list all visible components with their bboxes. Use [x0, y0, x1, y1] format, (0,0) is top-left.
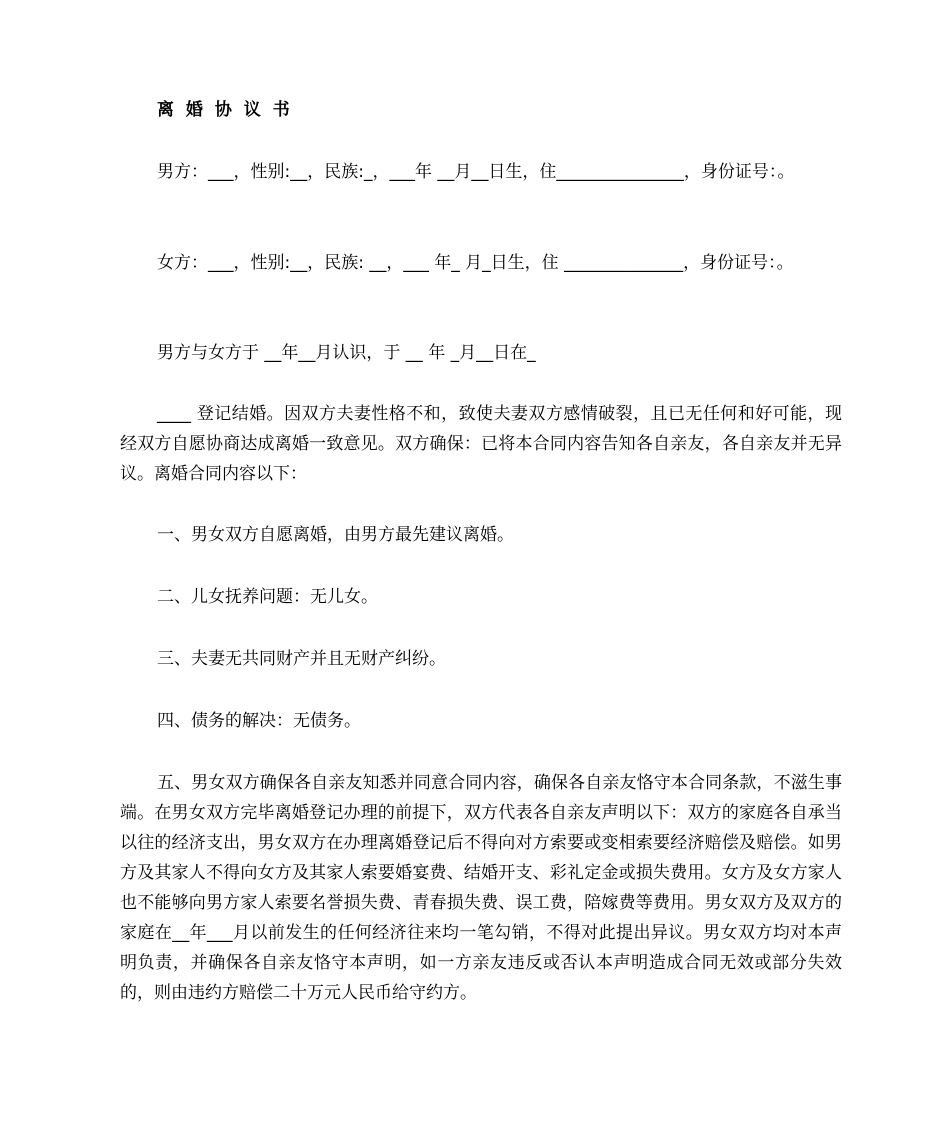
paragraph-clause-4: 四、债务的解决：无债务。 — [157, 711, 361, 731]
paragraph-clause-1: 一、男女双方自愿离婚，由男方最先建议离婚。 — [157, 525, 514, 545]
paragraph-acquaintance: 男方与女方于 __年__月认识，于 __ 年 _月__日在_ — [157, 343, 536, 363]
document-title: 离 婚 协 议 书 — [157, 100, 293, 120]
paragraph-clause-5: 五、男女双方确保各自亲友知悉并同意合同内容，确保各自亲友恪守本合同条款，不滋生事端。在男女双方完毕离婚登记办理的前提下，双方代表各自亲友声明以下：双方的家庭各自承当以往的经济支出，男女双方在办理离婚登记后不得向对方索要或变相索要经济赔偿及赔偿。如男方及其家人不得向女方及其家人索要婚宴费、结婚开支、彩礼定金或损失费用。女方及女方家人也不能够向男方家人索要名誉损失费、青春损失费、误工费，陪嫁费等费用。男女双方及双方的家庭在__年___月以前发生的任何经济往来均一笔勾销，不得对此提出异议。男女双方均对本声明负责，并确保各自亲友恪守本声明，如一方亲友违反或否认本声明造成合同无效或部分失效的，则由违约方赔偿二十万元人民币给守约方。 — [120, 773, 842, 1003]
paragraph-clause-3: 三、夫妻无共同财产并且无财产纠纷。 — [157, 649, 446, 669]
paragraph-clause-2: 二、儿女抚养问题：无儿女。 — [157, 587, 378, 607]
paragraph-marriage-registration: ____ 登记结婚。因双方夫妻性格不和，致使夫妻双方感情破裂，且已无任何和好可能，现经双方自愿协商达成离婚一致意见。双方确保：已将本合同内容告知各自亲友，各自亲友并无异议。离婚合同内容以下： — [120, 404, 842, 484]
paragraph-husband-info: 男方：___，性别:__，民族:_，___年 __月__日生，住_______________，身份证号：。 — [157, 162, 795, 182]
paragraph-wife-info: 女方：___，性别:__，民族: __，___ 年_ 月_日生，住 ______________，身份证号：。 — [157, 253, 794, 273]
